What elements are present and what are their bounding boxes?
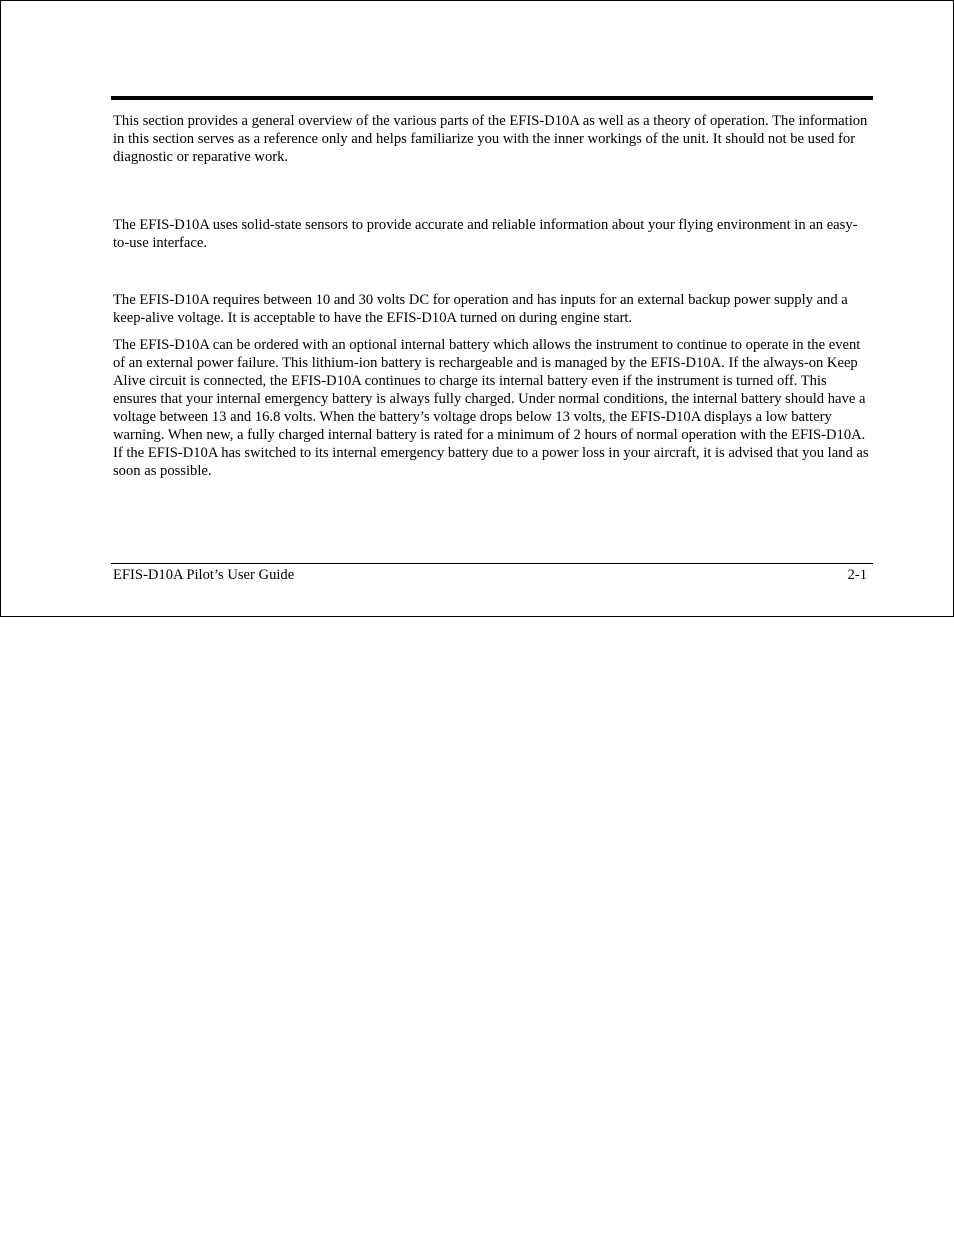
document-page [0,0,954,617]
footer-rule [111,563,873,564]
sensors-paragraph: The EFIS-D10A uses solid-state sensors to provide accurate and reliable information about your flying environment in an easy-to-use interface. [113,217,858,251]
power-paragraph: The EFIS-D10A requires between 10 and 30 volts DC for operation and has inputs for an external backup power supply and a keep-alive voltage. It is acceptable to have the EFIS-D10A turned on during engine start. [113,292,848,326]
footer-page-number: 2-1 [847,567,867,583]
overview-paragraph: This section provides a general overview of the various parts of the EFIS-D10A as well as a theory of operation. The information in this section serves as a reference only and helps familiarize you with the inner workings of the unit. It should not be used for diagnostic or reparative work. [113,113,868,165]
battery-paragraph: The EFIS-D10A can be ordered with an optional internal battery which allows the instrument to continue to operate in the event of an external power failure. This lithium-ion battery is rechargeable and is managed by the EFIS-D10A. If the always-on Keep Alive circuit is connected, the EFIS-D10A continues to charge its internal battery even if the instrument is turned off. This ensures that your internal emergency battery is always fully charged. Under normal conditions, the internal battery should have a voltage between 13 and 16.8 volts. When the battery’s voltage drops below 13 volts, the EFIS-D10A displays a low battery warning. When new, a fully charged internal battery is rated for a minimum of 2 hours of normal operation with the EFIS-D10A. If the EFIS-D10A has switched to its internal emergency battery due to a power loss in your aircraft, it is advised that you land as soon as possible. [113,337,869,479]
footer-guide-title: EFIS-D10A Pilot’s User Guide [113,567,295,583]
header-rule [111,96,873,100]
